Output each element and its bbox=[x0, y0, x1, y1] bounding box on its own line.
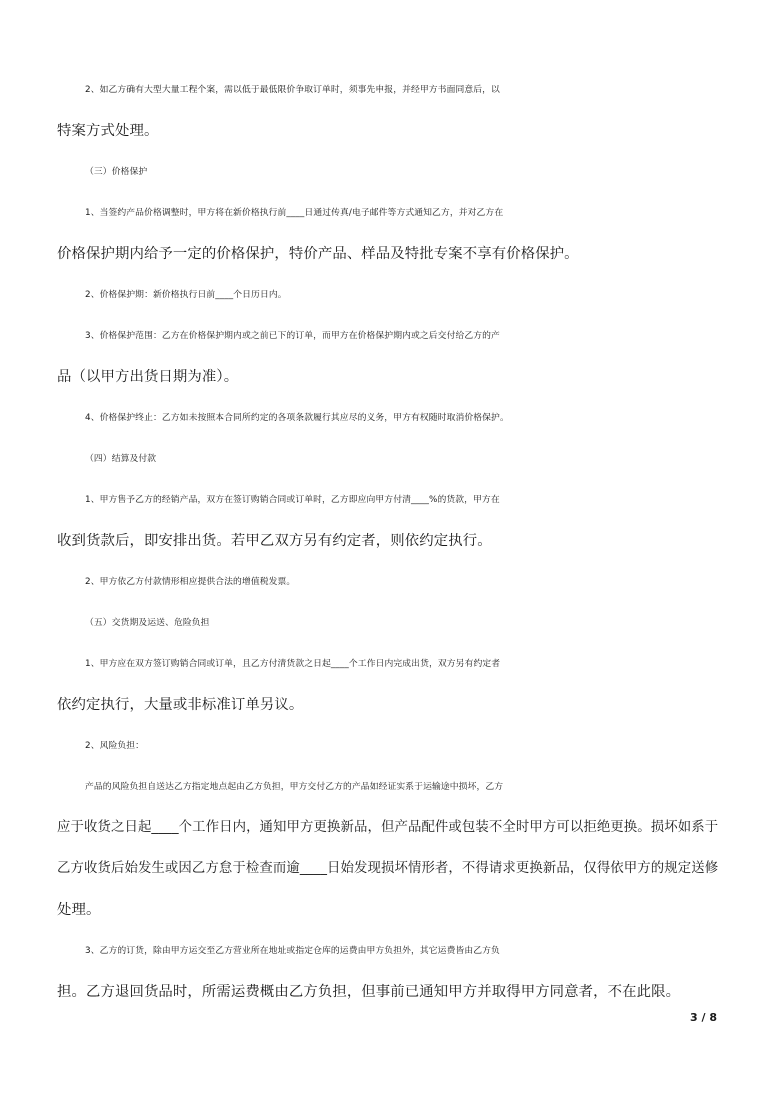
paragraph-line: 2、风险负担： bbox=[85, 741, 145, 751]
section-heading: （四）结算及付款 bbox=[85, 454, 157, 464]
paragraph-line: 3、乙方的订货，除由甲方运交至乙方营业所在地址或指定仓库的运费由甲方负担外，其它运费皆由乙方负 bbox=[85, 946, 500, 956]
paragraph-line: 产品的风险负担自送达乙方指定地点起由乙方负担，甲方交付乙方的产品如经证实系于运输途中损坏，乙方 bbox=[85, 782, 504, 792]
paragraph-line: 2、甲方依乙方付款情形相应提供合法的增值税发票。 bbox=[85, 577, 296, 587]
paragraph-line: 3、价格保护范围：乙方在价格保护期内或之前已下的订单，而甲方在价格保护期内或之后交付给乙方的产 bbox=[85, 331, 500, 341]
paragraph-line: 4、价格保护终止：乙方如未按照本合同所约定的各项条款履行其应尽的义务，甲方有权随时取消价格保护。 bbox=[85, 413, 509, 423]
paragraph-line: 应于收货之日起____个工作日内，通知甲方更换新品，但产品配件或包装不全时甲方可以拒绝更换。损坏如系于 bbox=[57, 820, 719, 835]
paragraph-line: 特案方式处理。 bbox=[57, 123, 159, 139]
paragraph-line: 1、甲方售予乙方的经销产品，双方在签订购销合同或订单时，乙方即应向甲方付清____%的货款，甲方在 bbox=[85, 495, 500, 505]
paragraph-line: 2、价格保护期：新价格执行日前____个日历日内。 bbox=[85, 290, 287, 300]
section-heading: （三）价格保护 bbox=[85, 167, 148, 177]
paragraph-line: 担。乙方退回货品时，所需运费概由乙方负担，但事前已通知甲方并取得甲方同意者，不在此限。 bbox=[57, 984, 681, 1000]
paragraph-line: 品（以甲方出货日期为准）。 bbox=[57, 369, 239, 385]
paragraph-line: 依约定执行，大量或非标准订单另议。 bbox=[57, 697, 304, 713]
paragraph-line: 价格保护期内给予一定的价格保护，特价产品、样品及特批专案不享有价格保护。 bbox=[57, 246, 579, 262]
section-heading: （五）交货期及运送、危险负担 bbox=[85, 618, 210, 628]
paragraph-line: 乙方收货后始发生或因乙方怠于检查而逾____日始发现损坏情形者，不得请求更换新品，仅得依甲方的规定送修 bbox=[57, 861, 719, 876]
paragraph-line: 1、当签约产品价格调整时，甲方将在新价格执行前____日通过传真/电子邮件等方式通知乙方，并对乙方在 bbox=[85, 208, 504, 218]
paragraph-line: 1、甲方应在双方签订购销合同或订单，且乙方付清货款之日起____个工作日内完成出货，双方另有约定者 bbox=[85, 659, 501, 669]
paragraph-line: 2、如乙方确有大型大量工程个案，需以低于最低限价争取订单时，须事先申报，并经甲方书面同意后，以 bbox=[85, 85, 500, 95]
paragraph-line: 收到货款后，即安排出货。若甲乙双方另有约定者，则依约定执行。 bbox=[57, 533, 492, 549]
page-number: 3 / 8 bbox=[690, 1011, 717, 1024]
paragraph-line: 处理。 bbox=[57, 902, 101, 918]
